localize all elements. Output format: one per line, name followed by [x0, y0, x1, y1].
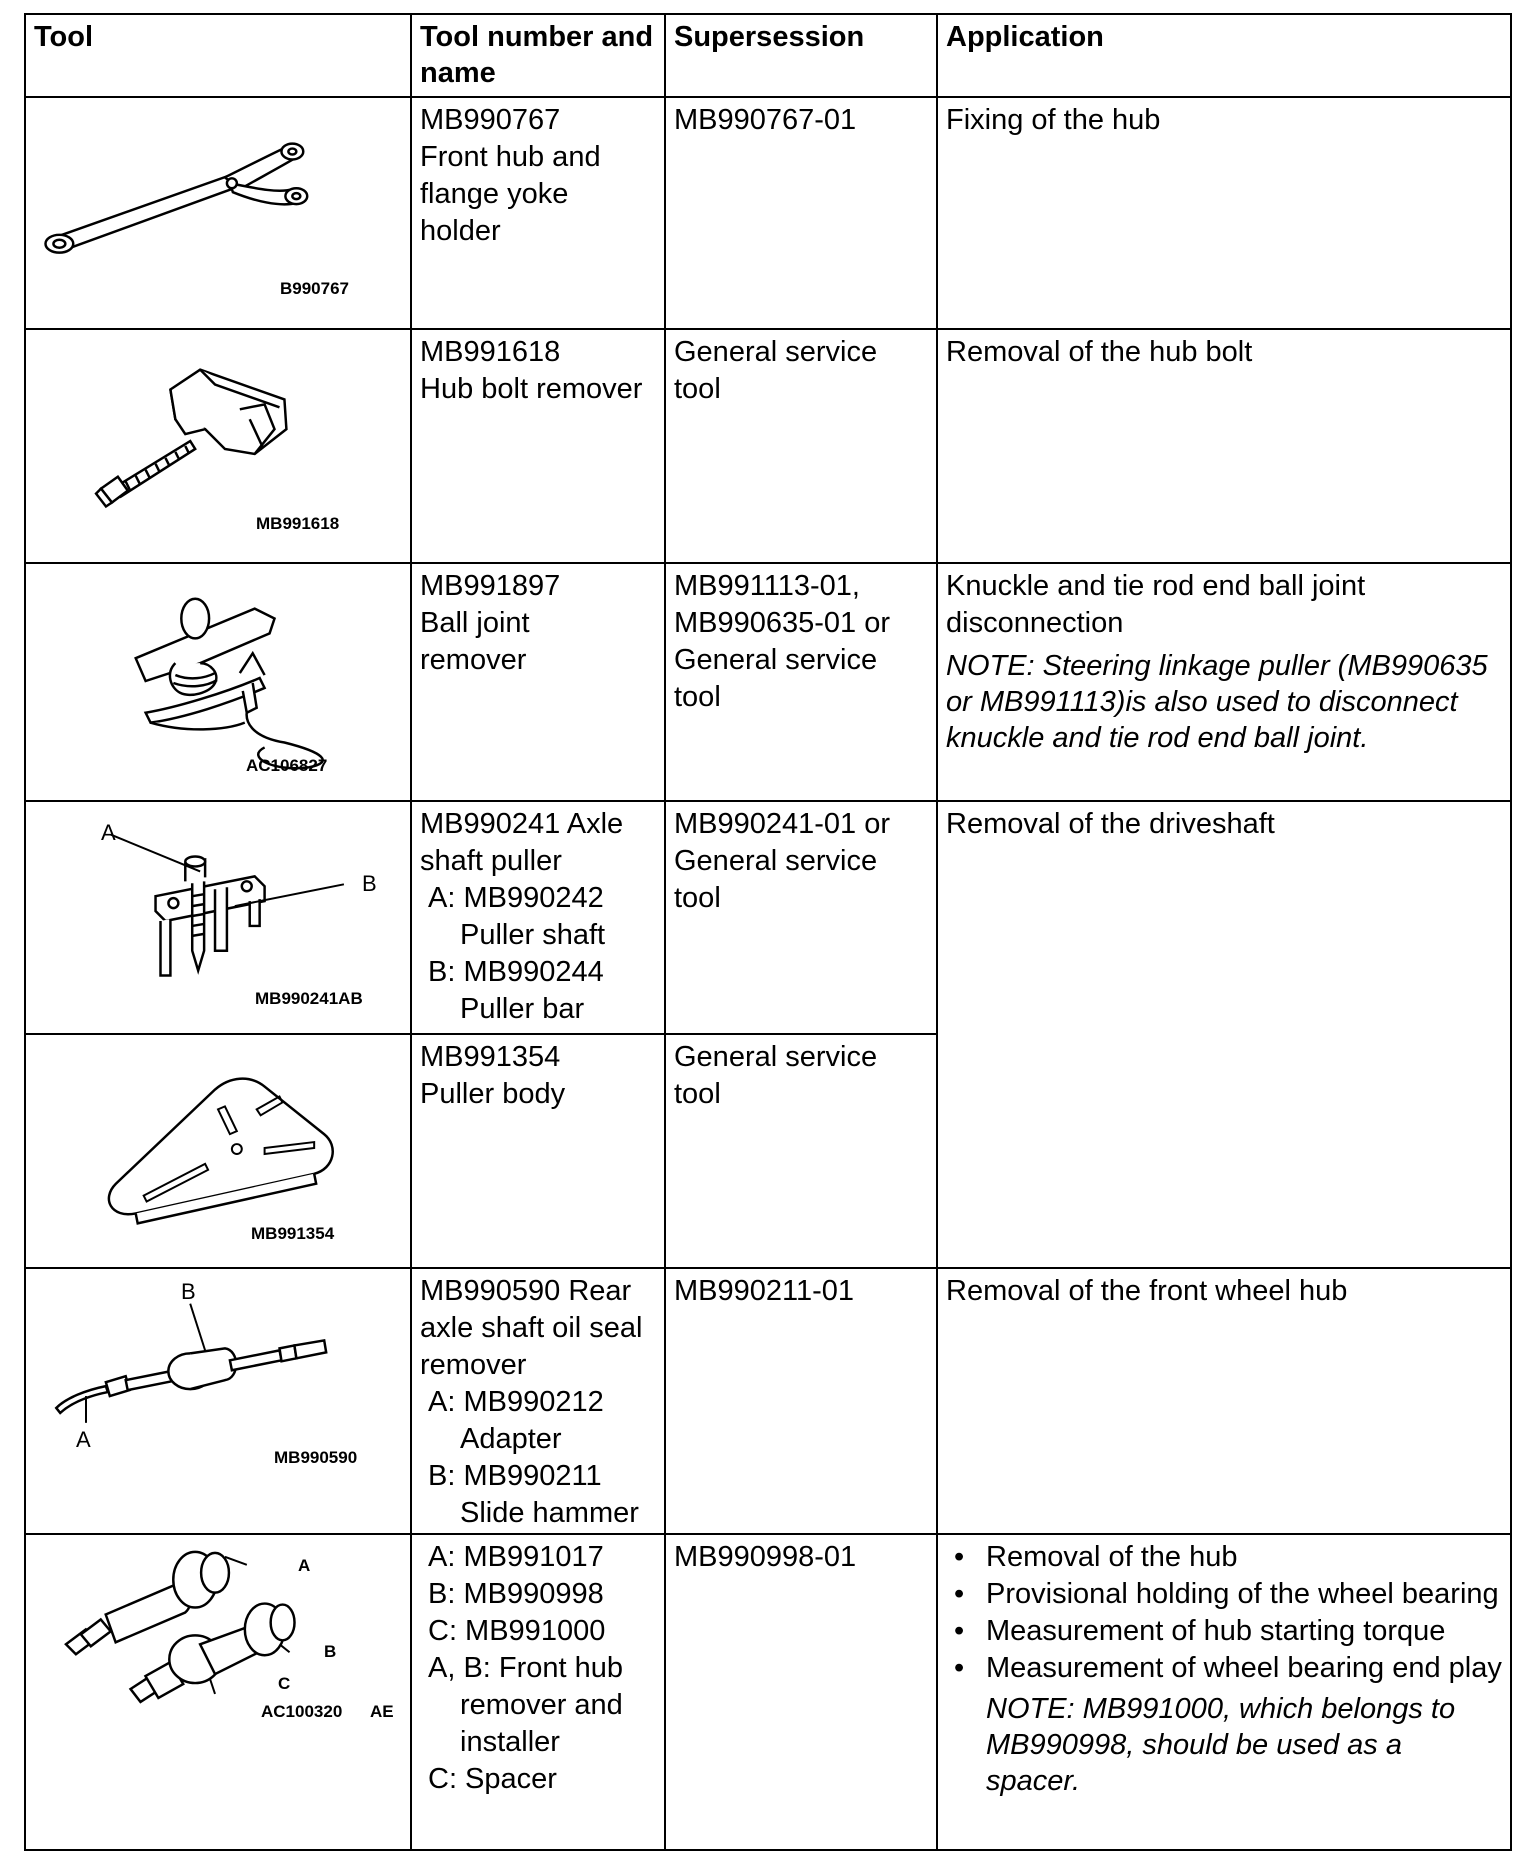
text-line: holder — [420, 215, 501, 247]
figure-label: AC106827 — [246, 756, 328, 775]
text-line: flange yoke — [420, 178, 569, 210]
text-line: MB990767-01 — [674, 104, 857, 136]
list-item: • Removal of the hub — [986, 1539, 1502, 1576]
text-line: Ball joint — [420, 607, 530, 639]
text-line: Hub bolt remover — [420, 373, 643, 405]
hub-remover-installer-icon — [26, 1535, 410, 1849]
text-line: tool — [674, 882, 721, 914]
application-text: Removal of the front wheel hub — [946, 1275, 1348, 1307]
header-supersession: Supersession — [665, 14, 937, 97]
text-line: MB991897 — [420, 570, 561, 602]
text-line: MB990635-01 or — [674, 607, 891, 639]
callout-a-label: A — [101, 820, 116, 845]
callout-c-label: C — [278, 1674, 291, 1693]
header-application: Application — [937, 14, 1511, 97]
text-line: MB991354 — [420, 1041, 561, 1073]
callout-a-label: A — [298, 1556, 311, 1575]
text-line: Slide hammer — [460, 1497, 639, 1529]
application-cell — [937, 97, 1511, 329]
callout-b-label: B — [362, 871, 377, 896]
text-line: A: MB991017 — [428, 1541, 604, 1573]
hub-bolt-remover-icon — [26, 330, 410, 562]
text-line: MB991618 — [420, 336, 561, 368]
text-line: General service — [674, 845, 878, 877]
text-line: C: MB991000 — [428, 1615, 606, 1647]
supersession-cell — [665, 1034, 937, 1268]
text-line: remover — [420, 644, 527, 676]
list-item: • Provisional holding of the wheel bearing — [986, 1576, 1502, 1613]
table-row — [25, 97, 1511, 329]
application-cell — [937, 1268, 1511, 1534]
tool-figure-cell — [25, 1534, 411, 1850]
supersession-cell — [665, 97, 937, 329]
callout-a-label: A — [76, 1427, 91, 1452]
text-line: MB990211-01 — [674, 1275, 855, 1307]
header-tool: Tool — [25, 14, 411, 97]
table-row — [25, 563, 1511, 801]
text-line: remover and — [460, 1689, 623, 1721]
tool-figure-cell — [25, 1268, 411, 1534]
ball-joint-remover-icon — [26, 564, 410, 800]
tool-number-name-cell — [411, 1534, 665, 1850]
list-item: • Measurement of hub starting torque — [986, 1613, 1502, 1650]
figure-label: AC100320 — [261, 1702, 343, 1721]
text-line: shaft puller — [420, 845, 562, 877]
text-line: remover — [420, 1349, 527, 1381]
text-line: MB990241-01 or — [674, 808, 891, 840]
text-line: tool — [674, 373, 721, 405]
list-item: • Measurement of wheel bearing end play — [986, 1650, 1502, 1687]
application-text: disconnection — [946, 607, 1124, 639]
text-line: MB991113-01, — [674, 570, 860, 602]
text-line: Puller body — [420, 1078, 566, 1110]
figure-label: MB991354 — [251, 1224, 335, 1243]
text-line: B: MB990998 — [428, 1578, 604, 1610]
supersession-cell — [665, 329, 937, 563]
application-text: Removal of the driveshaft — [946, 808, 1275, 840]
slide-hammer-icon — [26, 1269, 410, 1533]
tool-number-name-cell — [411, 329, 665, 563]
special-tools-table — [24, 13, 1512, 1851]
tool-figure-cell — [25, 563, 411, 801]
text-line: A: MB990212 — [428, 1386, 604, 1418]
text-line: MB990767 — [420, 104, 561, 136]
application-bullet-list — [946, 1539, 1502, 1687]
figure-label: MB990590 — [274, 1448, 358, 1467]
application-cell — [937, 563, 1511, 801]
application-cell — [937, 329, 1511, 563]
application-cell — [937, 1534, 1511, 1850]
tool-number-name-cell — [411, 1268, 665, 1534]
text-line: MB990590 Rear — [420, 1275, 632, 1307]
figure-suffix-label: AE — [370, 1702, 394, 1721]
tool-number-name-cell — [411, 97, 665, 329]
application-note: NOTE: MB991000, which belongs to MB990998, should be used as a spacer. — [986, 1693, 1456, 1797]
yoke-holder-wrench-icon — [26, 98, 410, 328]
figure-label: B990767 — [280, 279, 350, 298]
table-row — [25, 1534, 1511, 1850]
header-tool-number-name: Tool number and name — [411, 14, 665, 97]
supersession-cell — [665, 801, 937, 1034]
text-line: installer — [460, 1726, 560, 1758]
text-line: axle shaft oil seal — [420, 1312, 643, 1344]
callout-b-label: B — [324, 1642, 337, 1661]
text-line: MB990241 Axle — [420, 808, 624, 840]
tool-number-name-cell — [411, 563, 665, 801]
table-row — [25, 1268, 1511, 1534]
text-line: MB990998-01 — [674, 1541, 857, 1573]
puller-body-plate-icon — [26, 1035, 410, 1267]
text-line: tool — [674, 1078, 721, 1110]
text-line: A: MB990242 — [428, 882, 604, 914]
text-line: C: Spacer — [428, 1763, 557, 1795]
application-text: Removal of the hub bolt — [946, 336, 1253, 368]
table-row — [25, 801, 1511, 1034]
text-line: A, B: Front hub — [428, 1652, 624, 1684]
tool-number-name-cell — [411, 1034, 665, 1268]
application-text: Knuckle and tie rod end ball joint — [946, 570, 1366, 602]
figure-label: MB990241AB — [255, 989, 363, 1008]
text-line: General service — [674, 1041, 878, 1073]
tool-figure-cell — [25, 801, 411, 1034]
callout-b-label: B — [181, 1279, 196, 1304]
text-line: General service — [674, 644, 878, 676]
text-line: B: MB990244 — [428, 956, 604, 988]
text-line: B: MB990211 — [428, 1460, 602, 1492]
supersession-cell — [665, 1534, 937, 1850]
text-line: Front hub and — [420, 141, 601, 173]
supersession-cell — [665, 563, 937, 801]
application-note: NOTE: Steering linkage puller (MB990635 or MB991113)is also used to disconnect knuckle and tie rod end ball joint. — [946, 650, 1488, 754]
figure-label: MB991618 — [256, 514, 340, 533]
text-line: Adapter — [460, 1423, 562, 1455]
tool-figure-cell — [25, 97, 411, 329]
text-line: General service — [674, 336, 878, 368]
text-line: tool — [674, 681, 721, 713]
tool-figure-cell — [25, 1034, 411, 1268]
tool-figure-cell — [25, 329, 411, 563]
text-line: Puller shaft — [460, 919, 606, 951]
application-cell — [937, 801, 1511, 1268]
table-row — [25, 329, 1511, 563]
text-line: Puller bar — [460, 993, 585, 1025]
application-text: Fixing of the hub — [946, 104, 1161, 136]
supersession-cell — [665, 1268, 937, 1534]
header-row — [25, 14, 1511, 97]
tool-number-name-cell — [411, 801, 665, 1034]
